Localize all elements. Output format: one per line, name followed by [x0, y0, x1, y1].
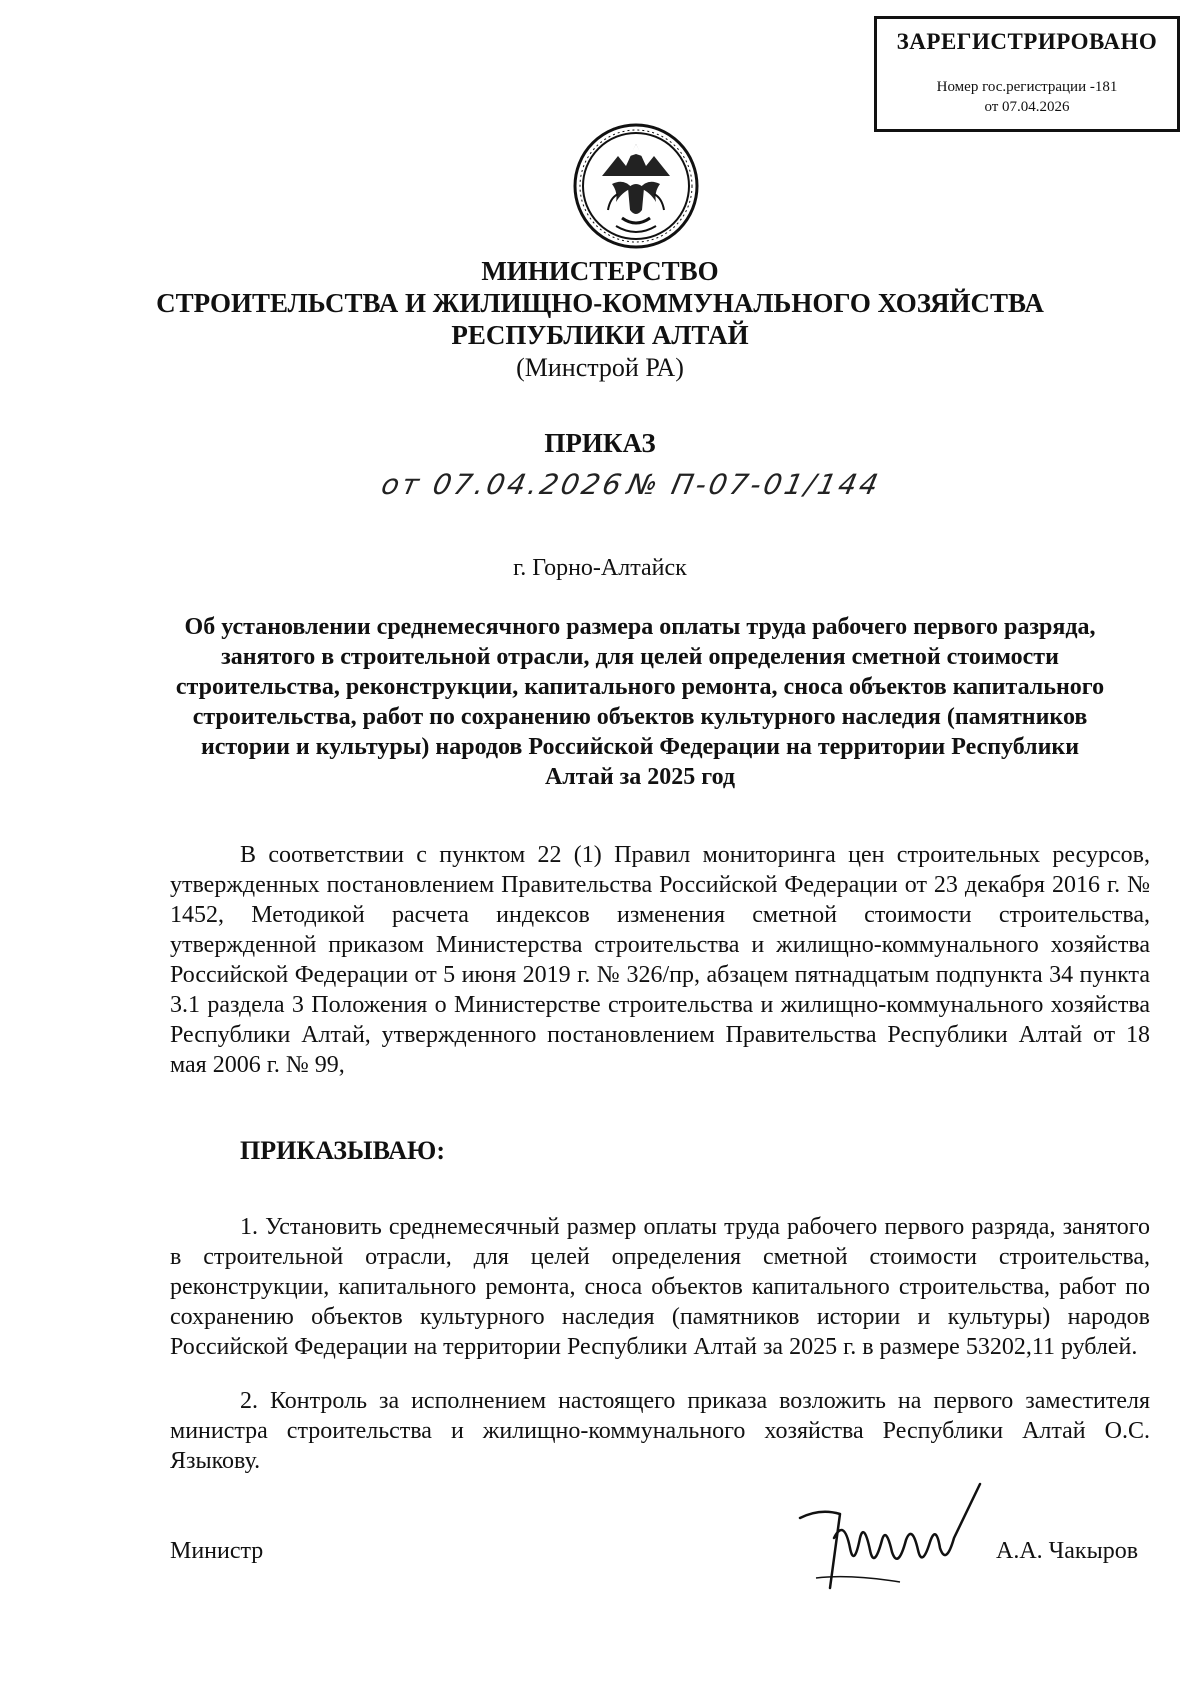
stamp-title: ЗАРЕГИСТРИРОВАНО [896, 29, 1158, 54]
republic-emblem-icon [572, 122, 700, 250]
ministry-line-2: СТРОИТЕЛЬСТВА И ЖИЛИЩНО-КОММУНАЛЬНОГО ХОЗЯЙСТВА [156, 288, 1044, 318]
registration-stamp [874, 16, 1180, 132]
ministry-short-name: (Минстрой РА) [516, 353, 684, 382]
order-subject [150, 612, 1130, 792]
stamp-reg-number: Номер гос.регистрации -181 [936, 79, 1118, 95]
signatory-role: Министр [170, 1538, 264, 1564]
ministry-line-1: МИНИСТЕРСТВО [481, 256, 719, 286]
signature-icon [790, 1478, 990, 1598]
order-number: № П-07-01/144 [624, 468, 884, 501]
order-date: от 07.04.2026 [378, 468, 628, 501]
order-city: г. Горно-Алтайск [513, 555, 687, 581]
ministry-line-3: РЕСПУБЛИКИ АЛТАЙ [451, 320, 749, 350]
stamp-reg-date: от 07.04.2026 [984, 99, 1070, 115]
subject-line: строительства, реконструкции, капитального ремонта, сноса объектов капитального [175, 674, 1105, 700]
signatory-name: А.А. Чакыров [996, 1538, 1139, 1564]
subject-line: строительства, работ по сохранению объектов культурного наследия (памятников [192, 704, 1088, 730]
subject-line: истории и культуры) народов Российской Федерации на территории Республики [200, 734, 1080, 760]
decree-word: ПРИКАЗЫВАЮ: [240, 1136, 445, 1165]
subject-line: Об установлении среднемесячного размера оплаты труда рабочего первого разряда, [184, 614, 1096, 640]
order-item-1: 1. Установить среднемесячный размер оплаты труда рабочего первого разряда, занятого в строительной отрасли, для целей определения сметной стоимости строительства, реконструкции, капитального ремонта, сноса объектов капитального строительства, работ по сохранению объектов культурного наследия (памятников истории и культуры) народов Российской Федерации на территории Республики Алтай за 2025 г. в размере 53202,11 рублей. [170, 1214, 1150, 1360]
order-item-2: 2. Контроль за исполнением настоящего приказа возложить на первого заместителя министра строительства и жилищно-коммунального хозяйства Республики Алтай О.С. Языкову. [170, 1388, 1150, 1474]
preamble-paragraph: В соответствии с пунктом 22 (1) Правил мониторинга цен строительных ресурсов, утвержденных постановлением Правительства Российской Федерации от 23 декабря 2016 г. № 1452, Методикой расчета индексов изменения сметной стоимости строительства, утвержденной приказом Министерства строительства и жилищно-коммунального хозяйства Российской Федерации от 5 июня 2019 г. № 326/пр, абзацем пятнадцатым подпункта 34 пункта 3.1 раздела 3 Положения о Министерстве строительства и жилищно-коммунального хозяйства Республики Алтай, утвержденного постановлением Правительства Республики Алтай от 18 мая 2006 г. № 99, [170, 842, 1150, 1078]
subject-line: занятого в строительной отрасли, для целей определения сметной стоимости [221, 644, 1059, 670]
order-title: ПРИКАЗ [544, 428, 656, 458]
subject-line: Алтай за 2025 год [544, 764, 736, 790]
